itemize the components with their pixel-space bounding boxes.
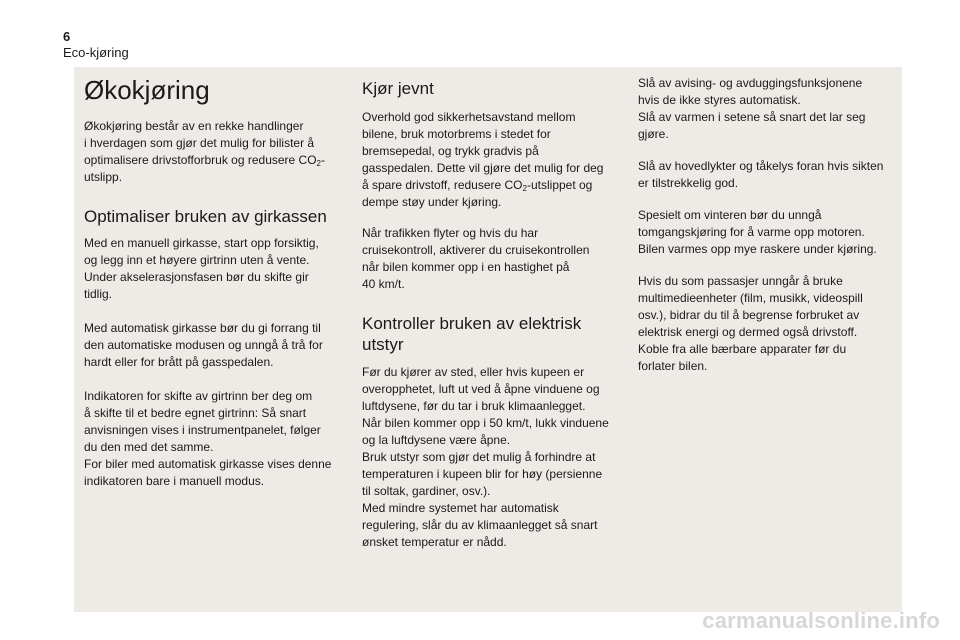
passenger-paragraph: Hvis du som passasjer unngår å bruke multimedieenheter (film, musikk, videospill osv.), bidrar du til å begrense forbruket av elektrisk energi og dermed også drivstoff. Koble fra alle bærbare apparater før du forlater bilen.	[638, 274, 863, 373]
page-number: 6	[63, 29, 71, 44]
gear-indicator-paragraph: Indikatoren for skifte av girtrinn ber deg om å skifte til et bedre egnet girtrinn: Så snart anvisningen vises i instrumentpanelet, følger du den med det samme. For biler med automatisk girkasse vises denne indikatoren bare i manuell modus.	[84, 389, 332, 488]
section-label: Eco-kjøring	[63, 45, 129, 60]
heading-smooth-driving: Kjør jevnt	[362, 79, 434, 98]
intro-paragraph: Økokjøring består av en rekke handlinger i hverdagen som gjør det mulig for bilister å optimalisere drivstofforbruk og redusere $CO_2-$ utslipp.	[84, 119, 325, 184]
defog-paragraph: Slå av avising- og avduggingsfunksjonene hvis de ikke styres automatisk. Slå av varmen i setene så snart det lar seg gjøre.	[638, 76, 866, 141]
content-panel	[74, 67, 902, 612]
heading-gearbox: Optimaliser bruken av girkassen	[84, 207, 327, 226]
column-3	[638, 67, 896, 375]
page-title: Økokjøring	[84, 75, 210, 105]
electrical-equipment-paragraph: Før du kjører av sted, eller hvis kupeen er overopphetet, luft ut ved å åpne vinduene og luftdysene, før du tar i bruk klimaanlegget. Når bilen kommer opp i 50 km/t, lukk vinduene og la luftdysene være åpne. Bruk utstyr som gjør det mulig å forhindre at temperaturen i kupeen blir for høy (persienne til soltak, gardiner, osv.). Med mindre systemet har automatisk regulering, slår du av klimaanlegget så snart ønsket temperatur er nådd.	[362, 365, 609, 549]
heading-electrical-equipment: Kontroller bruken av elektrisk utstyr	[362, 314, 582, 354]
manual-gearbox-paragraph: Med en manuell girkasse, start opp forsiktig, og legg inn et høyere girtrinn uten å vente. Under akselerasjonsfasen bør du skifte gir tidlig.	[84, 236, 319, 301]
column-1	[84, 67, 346, 490]
automatic-gearbox-paragraph: Med automatisk girkasse bør du gi forrang til den automatiske modusen og unngå å trå for hardt eller for brått på gasspedalen.	[84, 321, 323, 369]
cruise-control-paragraph: Når trafikken flyter og hvis du har cruisekontroll, aktiverer du cruisekontrollen når bilen kommer opp i en hastighet på 40 km/t.	[362, 226, 590, 291]
watermark: carmanualsonline.info	[702, 608, 940, 633]
column-2	[362, 67, 624, 551]
lights-paragraph: Slå av hovedlykter og tåkelys foran hvis sikten er tilstrekkelig god.	[638, 159, 884, 190]
distance-paragraph: Overhold god sikkerhetsavstand mellom bilene, bruk motorbrems i stedet for bremsepedal, og trykk gradvis på gasspedalen. Dette vil gjøre det mulig for deg å spare drivstoff, redusere $CO_2$-utslippet og dempe støy under kjøring.	[362, 110, 604, 209]
winter-paragraph: Spesielt om vinteren bør du unngå tomgangskjøring for å varme opp motoren. Bilen varmes opp mye raskere under kjøring.	[638, 208, 877, 256]
